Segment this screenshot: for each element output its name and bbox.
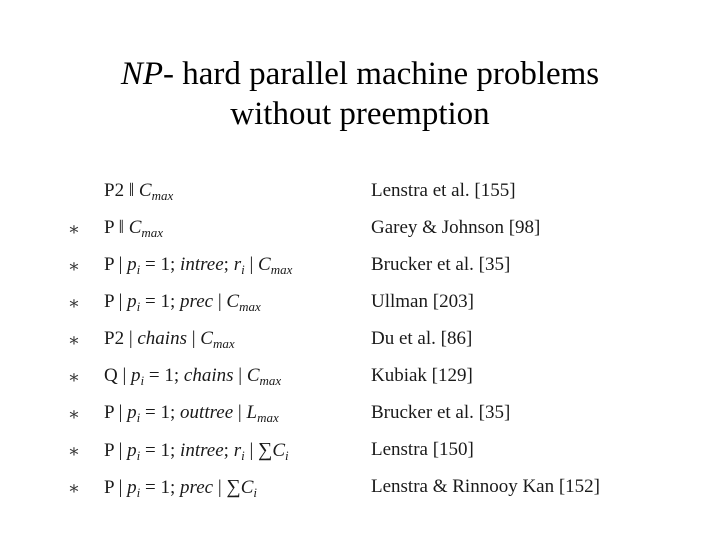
problem-notation: P2 ‖ $C_{max}$ (104, 180, 174, 203)
row-bullet: ∗ (67, 330, 81, 351)
problem-reference: Ullman [203] (371, 291, 474, 312)
title-np: NP (120, 56, 163, 92)
title-line-1 (0, 54, 720, 94)
row-bullet: ∗ (67, 441, 81, 462)
problem-notation: P | $p_i = 1$; outtree | $L_{max}$ (104, 402, 279, 425)
problem-row (0, 394, 720, 431)
problem-notation: P2 | chains | $C_{max}$ (104, 328, 235, 351)
slide-title (0, 54, 720, 134)
problem-notation: P ‖ $C_{max}$ (104, 217, 164, 240)
problem-row (0, 172, 720, 209)
problem-row (0, 209, 720, 246)
problem-notation: P | $p_i = 1$; prec | $C_{max}$ (104, 291, 261, 314)
problem-notation: Q | $p_i = 1$; chains | $C_{max}$ (104, 365, 282, 388)
problem-reference: Lenstra et al. [155] (371, 180, 516, 201)
problem-notation: P | $p_i = 1$; prec | $\sum C_i$ (104, 476, 257, 500)
problem-notation: P | $p_i = 1$; intree; $r_i$ | $C_{max}$ (104, 254, 293, 277)
row-bullet: ∗ (67, 478, 81, 499)
problem-reference: Garey & Johnson [98] (371, 217, 541, 238)
problem-reference: Brucker et al. [35] (371, 254, 511, 275)
problem-row (0, 320, 720, 357)
title-line-1-rest: - hard parallel machine problems (163, 56, 600, 92)
problem-reference: Du et al. [86] (371, 328, 473, 349)
problem-row (0, 431, 720, 468)
problem-reference: Kubiak [129] (371, 365, 473, 386)
problem-list (0, 172, 720, 505)
problem-reference: Lenstra & Rinnooy Kan [152] (371, 476, 601, 497)
row-bullet: ∗ (67, 256, 81, 277)
row-bullet: ∗ (67, 367, 81, 388)
problem-row (0, 468, 720, 505)
problem-notation: P | $p_i = 1$; intree; $r_i$ | $\sum C_i$ (104, 439, 289, 463)
problem-reference: Brucker et al. [35] (371, 402, 511, 423)
problem-reference: Lenstra [150] (371, 439, 474, 460)
problem-row (0, 283, 720, 320)
problem-row (0, 246, 720, 283)
row-bullet: ∗ (67, 219, 81, 240)
row-bullet: ∗ (67, 404, 81, 425)
title-line-2: without preemption (230, 96, 490, 132)
problem-row (0, 357, 720, 394)
row-bullet: ∗ (67, 293, 81, 314)
